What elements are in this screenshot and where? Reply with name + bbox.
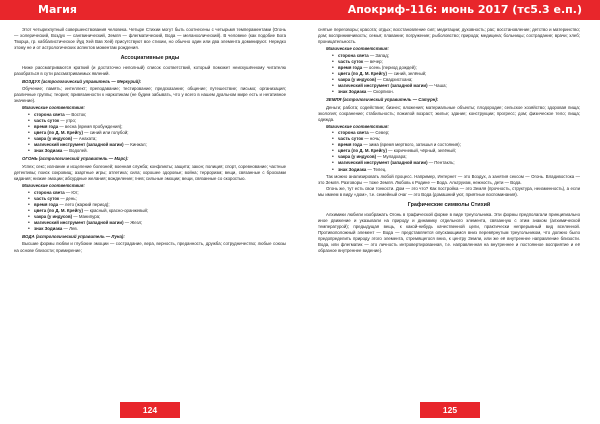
- intro-paragraph: Этот четырехпутный совершенствования человека. Четыре Стихии могут быть соотнесены с четырьмя темпераментами (Огонь — холерический, Воздух — сангвинический, Земля — флегматический, Вода — меланхолический). В человеке (как подобие Бога Творца, гр. каббалистическое Йуд Хей Вав Хей) присутствуют все стихии, но обычно один или два элемента доминируют. Нередко этому не и от астрологических аспектов моментам рождения.: [14, 27, 286, 51]
- interpretation-paragraph-2: Огонь же, тут есть свои тонкости. Дом — это что? Как постройка — это Земля (прочность, структура, неизменность), а если мы имеем в виду «дом», т.е. семейный очаг — это Вода (домашний уют, приятные воспоминания).: [318, 185, 580, 198]
- list-item: • знак Зодиака — Водолей.: [28, 148, 286, 154]
- water-continued-text: снятые переговоры; красота; отдых; восстановление сил; медитации; духовность; рас; восстановление; детство и материнство; дом; воспринимчивость; семья; плавание; погружение; рыболовство; природа; медицина; больницы; сострадание; врачи; хлеб; проницательность.: [318, 27, 580, 45]
- list-item: • знак Зодиака — Скорпион.: [332, 89, 580, 95]
- list-item: • часть суток — ночь;: [332, 136, 580, 142]
- list-item: • цвета (по Д. М. Крейгу) — синий или голубой;: [28, 130, 286, 136]
- list-item: • часть суток — утро;: [28, 118, 286, 124]
- left-page-number: 124: [120, 402, 180, 418]
- list-item: • чакра (у индусов) — Манипура;: [28, 214, 286, 220]
- right-page-content: [318, 27, 580, 388]
- list-item: • магический инструмент (западной магии) — Пентакль;: [332, 160, 580, 166]
- fire-text: Успех; секс; изгнание и исцеление болезней; военная служба; конфликты; защита; закон; полиция; спорт, соревнование; частные детективы; поиск сокровищ; азартные игры; атлетика; сила; хорошее здоровье; война; терроризм; вещи, связанные с бросками кидания; низкие эмоции; абсурдные желания; вожделение; гнев; сильные эмоции; вещи, связанные со скоростью.: [14, 163, 286, 181]
- air-corr-title: Магические соответствия:: [22, 105, 85, 111]
- list-item: • чакра (у индусов) — Муладхара;: [332, 154, 580, 160]
- symbols-section-title: Графические символы Стихий: [407, 201, 491, 208]
- list-item: • чакра (у индусов) — Свадхистхана;: [332, 77, 580, 83]
- list-item: • цвета (по Д. М. Крейгу) — красный, красно-оранжевый;: [28, 208, 286, 214]
- list-item: • часть суток — день;: [28, 196, 286, 202]
- water-corr-list: [318, 53, 580, 95]
- right-page-number: 125: [420, 402, 480, 418]
- list-item: • магический инструмент (западной магии) — Жезл;: [28, 220, 286, 226]
- right-page-header: Апокриф-116: июнь 2017 (тс5.3 e.п.): [300, 0, 600, 20]
- interpretation-paragraph-1: Так можно анализировать любой процесс. Например, Интернет — это Воздух, а занятия сексом — Огонь. Владивостока — это Земля. Разговоры — тоже Земля. Любовь к Родине — Вода. Альтруизм, нежность, дети — Вода.: [318, 173, 580, 185]
- list-item: • время года — зима (время мертвого, затишья и состояния);: [332, 142, 580, 148]
- list-item: • сторона света — Запад;: [332, 53, 580, 59]
- water-corr-title: Магические соответствия:: [326, 46, 389, 52]
- list-item: • цвета (по Д. М. Крейгу) — синий, зелёный;: [332, 71, 580, 77]
- assoc-intro-paragraph: Ниже рассматриваются краткий (и достаточно неполный) список соответствий, который поможет неискушённому читателю разобраться в сути рассматриваемых явлений.: [14, 64, 286, 76]
- list-item: • знак Зодиака — Лев.: [28, 226, 286, 232]
- list-item: • магический инструмент (западной магии) — Чаша;: [332, 83, 580, 89]
- symbols-paragraph: Алхимики любили изображать Огонь в графической форме в виде треугольника. Эти формы предполагали принципиально иное движение и указывали на природу и динамику отдельного элемента, связанную с этим знаком (алхимической температурой); предыдущая вещь, к какой-нибудь качественной цели, практически непрерывный вид вселенной. Противоположный элемент — Вода — представляется опускающимся вниз перевёрнутым треугольником, что должно было предопределить природу этого элемента, стремящегося вниз, к центру Земли, или же её внутреннее направление близости. Вода, или флегматик — это личность интровертированная, т.е. направленная на внутреннее и постоянное восприятие и её образное внутреннее видение).: [318, 211, 580, 253]
- list-item: • цвета (по Д. М. Крейгу) — коричневый, чёрный, зелёный;: [332, 148, 580, 154]
- air-corr-list: [14, 112, 286, 154]
- earth-corr-list: [318, 130, 580, 172]
- earth-corr-title: Магические соответствия:: [326, 123, 389, 129]
- list-item: • магический инструмент (западной магии) — Кинжал;: [28, 142, 286, 148]
- list-item: • часть суток — вечер;: [332, 59, 580, 65]
- water-text: Высшие формы любви и глубокие эмоции — сострадание, вера, верность, преданность, дружба; сотрудничество; любые союзы на основе близости; примирение;: [14, 241, 286, 253]
- right-page: [300, 0, 600, 424]
- list-item: • сторона света — Восток;: [28, 112, 286, 118]
- list-item: • время года — весна (время пробуждения);: [28, 124, 286, 130]
- air-heading: ВОЗДУХ (астрологический управитель — Меркурий):: [22, 78, 142, 84]
- earth-heading: ЗЕМЛЯ (астрологический управитель — Сатурн):: [326, 97, 439, 103]
- water-heading: ВОДА (астрологический управитель — Луна):: [22, 233, 125, 239]
- assoc-section-title: Ассоциативные ряды: [120, 54, 180, 61]
- left-page-content: [14, 27, 286, 388]
- earth-text: Деньги; работа; содействие; бизнес; вложения; материальные объекты; плодородие; сельское хозяйство; здоровая пища; экология; сохранение; стабильность; пожилой возраст; жилье; здание; конструкции; прогресс; дом; физическое тело; пища; одежда.: [318, 104, 580, 122]
- list-item: • сторона света — Север;: [332, 130, 580, 136]
- fire-corr-title: Магические соответствия:: [22, 183, 85, 189]
- left-page-header: Магия: [0, 0, 300, 20]
- list-item: • знак Зодиака — Телец.: [332, 167, 580, 173]
- fire-corr-list: [14, 190, 286, 232]
- fire-heading: ОГОНЬ (астрологический управитель — Марс):: [22, 156, 129, 162]
- list-item: • сторона света — Юг;: [28, 190, 286, 196]
- air-text: Обучение; память; интеллект; преподавание; тестирование; предсказание; общение; путешествие; письмо; организация; различные группы; теория; привязанности к наркотикам (не будем забывать, что у всего в нашем дуальном мире есть и негативное значение).: [14, 86, 286, 104]
- list-item: • время года — лето (жаркий период);: [28, 202, 286, 208]
- list-item: • чакра (у индусов) — Анахата;: [28, 136, 286, 142]
- list-item: • время года — осень (период дождей);: [332, 65, 580, 71]
